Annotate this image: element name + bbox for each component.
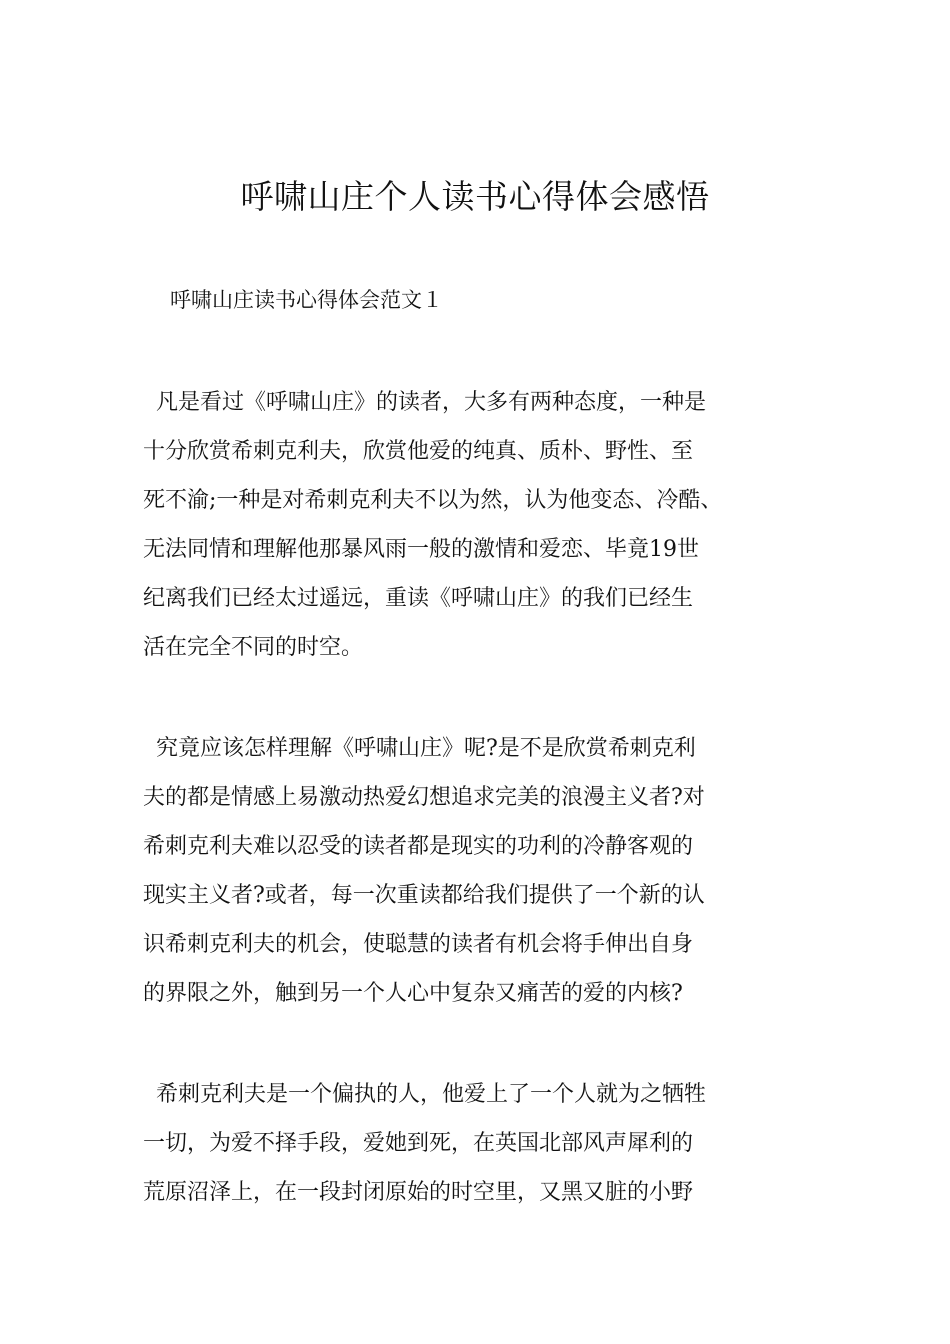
paragraph-line: 纪离我们已经太过遥远，重读《呼啸山庄》的我们已经生 — [143, 586, 694, 611]
paragraph-line: 希刺克利夫难以忍受的读者都是现实的功利的冷静客观的 — [143, 834, 694, 859]
paragraph-line: 希刺克利夫是一个偏执的人，他爱上了一个人就为之牺牲 — [156, 1082, 707, 1107]
paragraph-line: 荒原沼泽上，在一段封闭原始的时空里，又黑又脏的小野 — [143, 1180, 694, 1205]
paragraph-line: 夫的都是情感上易激动热爱幻想追求完美的浪漫主义者?对 — [143, 785, 705, 810]
paragraph-1 — [143, 378, 823, 672]
paragraph-line: 识希刺克利夫的机会，使聪慧的读者有机会将手伸出自身 — [143, 932, 694, 957]
paragraph-line: 究竟应该怎样理解《呼啸山庄》呢?是不是欣赏希刺克利 — [156, 736, 696, 761]
paragraph-line: 的界限之外，触到另一个人心中复杂又痛苦的爱的内核? — [143, 981, 683, 1006]
paragraph-2 — [143, 724, 823, 1018]
document-subtitle: 呼啸山庄读书心得体会范文１ — [170, 288, 443, 312]
paragraph-line: 十分欣赏希刺克利夫，欣赏他爱的纯真、质朴、野性、至 — [143, 439, 694, 464]
document-title: 呼啸山庄个人读书心得体会感悟 — [240, 177, 710, 216]
paragraph-line: 死不渝;一种是对希刺克利夫不以为然，认为他变态、冷酷、 — [143, 488, 723, 513]
paragraph-line: 活在完全不同的时空。 — [143, 635, 364, 660]
paragraph-line: 凡是看过《呼啸山庄》的读者，大多有两种态度，一种是 — [156, 390, 707, 415]
paragraph-3 — [143, 1070, 823, 1217]
paragraph-line: 现实主义者?或者，每一次重读都给我们提供了一个新的认 — [143, 883, 705, 908]
paragraph-line: 无法同情和理解他那暴风雨一般的激情和爱恋、毕竟19世 — [143, 537, 699, 562]
paragraph-line: 一切，为爱不择手段，爱她到死，在英国北部风声犀利的 — [143, 1131, 694, 1156]
